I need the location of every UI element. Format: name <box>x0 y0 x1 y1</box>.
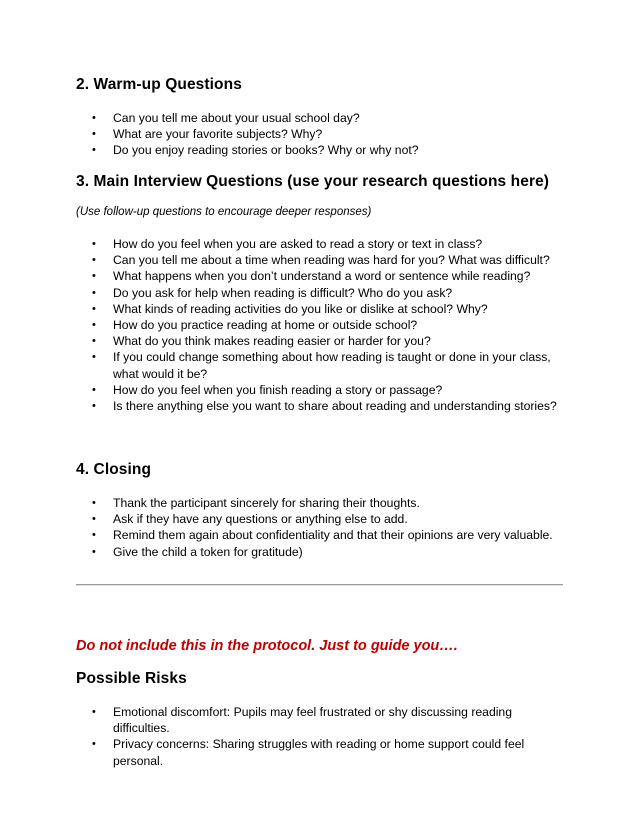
bullet-icon: • <box>92 302 96 315</box>
risks-heading: Possible Risks <box>76 670 187 687</box>
list-item-text: Can you tell me about a time when reading was hard for you? What was difficult? <box>113 253 550 268</box>
closing-list <box>0 495 563 560</box>
bullet-icon: • <box>92 706 96 718</box>
horizontal-divider <box>76 584 563 586</box>
list-item-text: Do you enjoy reading stories or books? Why or why not? <box>113 143 419 158</box>
list-item <box>0 317 563 333</box>
list-item-text: What happens when you don’t understand a word or sentence while reading? <box>113 269 531 284</box>
bullet-icon: • <box>92 497 96 509</box>
bullet-icon: • <box>92 513 96 526</box>
bullet-icon: • <box>92 545 96 558</box>
list-item-text: Thank the participant sincerely for sharing their thoughts. <box>113 496 420 510</box>
list-item-text: Remind them again about confidentiality and that their opinions are very valuable. <box>113 528 553 543</box>
main-questions-heading: 3. Main Interview Questions (use your research questions here) <box>76 173 550 190</box>
list-item <box>0 544 563 560</box>
bullet-icon: • <box>92 335 96 348</box>
list-item-text: Do you ask for help when reading is difficult? Who do you ask? <box>113 285 453 300</box>
list-item <box>0 382 563 398</box>
warmup-list <box>0 110 563 159</box>
list-item-text: What are your favorite subjects? Why? <box>113 127 323 142</box>
list-item <box>0 333 563 349</box>
bullet-icon: • <box>92 112 96 124</box>
list-item-text: If you could change something about how reading is taught or done in your class, what would it be? <box>113 350 551 381</box>
bullet-icon: • <box>92 529 96 542</box>
list-item-text: Is there anything else you want to share about reading and understanding stories? <box>113 399 557 414</box>
list-item <box>0 301 563 317</box>
list-item-text: How do you feel when you are asked to read a story or text in class? <box>113 237 483 251</box>
list-item-text: Can you tell me about your usual school day? <box>113 111 360 125</box>
bullet-icon: • <box>92 254 96 267</box>
list-item <box>0 736 563 768</box>
warmup-heading: 2. Warm-up Questions <box>76 76 242 93</box>
list-item <box>0 349 563 381</box>
list-item <box>0 527 563 543</box>
bullet-icon: • <box>92 738 96 751</box>
bullet-icon: • <box>92 319 96 332</box>
list-item <box>0 110 563 126</box>
bullet-icon: • <box>92 128 96 141</box>
closing-heading: 4. Closing <box>76 461 152 478</box>
bullet-icon: • <box>92 400 96 413</box>
bullet-icon: • <box>92 144 96 157</box>
list-item <box>0 252 563 268</box>
list-item <box>0 511 563 527</box>
list-item-text: Emotional discomfort: Pupils may feel frustrated or shy discussing reading difficulties. <box>113 705 512 736</box>
list-item <box>0 268 563 284</box>
list-item-text: What do you think makes reading easier or harder for you? <box>113 334 431 349</box>
guide-note: Do not include this in the protocol. Just to guide you…. <box>76 638 458 654</box>
list-item <box>0 142 563 158</box>
bullet-icon: • <box>92 286 96 299</box>
list-item <box>0 495 563 511</box>
list-item-text: Privacy concerns: Sharing struggles with reading or home support could feel personal. <box>113 737 525 768</box>
list-item-text: How do you practice reading at home or outside school? <box>113 318 418 333</box>
list-item-text: What kinds of reading activities do you like or dislike at school? Why? <box>113 301 488 316</box>
list-item <box>0 285 563 301</box>
bullet-icon: • <box>92 383 96 396</box>
bullet-icon: • <box>92 351 96 364</box>
list-item <box>0 126 563 142</box>
list-item <box>0 398 563 414</box>
list-item <box>0 704 563 736</box>
list-item-text: How do you feel when you finish reading a story or passage? <box>113 382 443 397</box>
bullet-icon: • <box>92 270 96 283</box>
main-questions-note: (Use follow-up questions to encourage deeper responses) <box>76 206 372 218</box>
main-questions-list <box>0 236 563 414</box>
list-item <box>0 236 563 252</box>
bullet-icon: • <box>92 238 96 250</box>
list-item-text: Ask if they have any questions or anything else to add. <box>113 512 408 527</box>
risks-list <box>0 704 563 769</box>
list-item-text: Give the child a token for gratitude) <box>113 544 303 559</box>
